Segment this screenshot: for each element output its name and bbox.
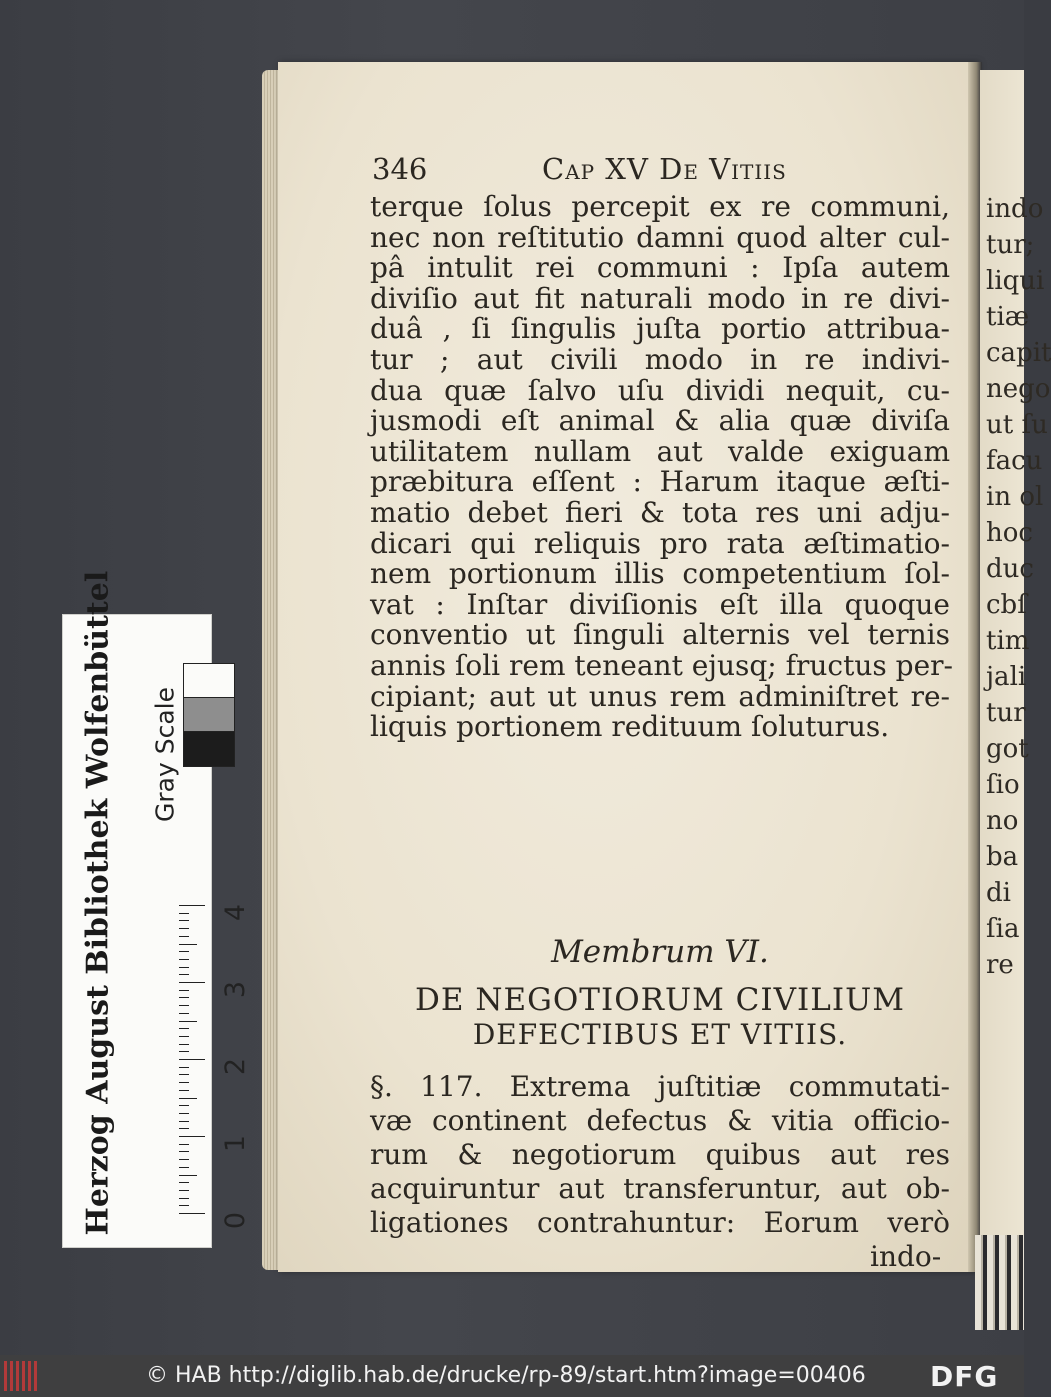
next-page-text-fragment: ba: [986, 842, 1019, 872]
next-page-text-fragment: re: [986, 950, 1014, 980]
ruler-tick: [179, 936, 189, 937]
text-line: diviſio aut fit naturali modo in re divi-: [370, 281, 950, 315]
paragraph-line: rum & negotiorum quibus aut res: [370, 1138, 950, 1171]
ruler-number: 0: [220, 1211, 252, 1230]
text-line: terque ſolus percepit ex re communi,: [370, 190, 950, 223]
ruler-tick: [179, 1151, 189, 1152]
next-page-text-fragment: liqui: [986, 266, 1045, 296]
ruler-tick: [179, 913, 189, 914]
text-line: cipiant; aut ut unus rem adminiſtret re-: [370, 679, 950, 713]
ruler-tick: [179, 1090, 189, 1091]
ruler-tick: [179, 982, 205, 983]
next-page-text-fragment: no: [986, 806, 1019, 836]
paragraph-line: acquiruntur aut transferuntur, aut ob-: [370, 1172, 950, 1205]
next-page-text-fragment: ſia: [986, 914, 1020, 944]
next-page-text-fragment: indo: [986, 194, 1044, 224]
text-line: vat : Inſtar diviſionis eſt illa quoque: [370, 587, 950, 621]
next-page-text-fragment: hoc: [986, 518, 1033, 548]
ruler-tick: [179, 959, 189, 960]
text-line: tur ; aut civili modo in re indivi-: [370, 343, 950, 376]
ruler-tick: [179, 1136, 205, 1137]
ruler-tick: [179, 1044, 189, 1045]
section-heading-line-1: DE NEGOTIORUM CIVILIUM: [415, 982, 905, 1018]
gray-scale-label: Gray Scale: [150, 687, 180, 822]
ruler-tick: [179, 944, 197, 945]
ruler-tick: [179, 1213, 205, 1214]
next-page-text-fragment: cbſ: [986, 590, 1027, 620]
copyright-link[interactable]: © HAB http://diglib.hab.de/drucke/rp-89/start.htm?image=00406: [146, 1363, 866, 1388]
next-page-text-fragment: duc: [986, 554, 1034, 584]
ruler-tick: [179, 1198, 189, 1199]
text-line: præbitura eſſent : Harum itaque æſti-: [370, 465, 950, 499]
next-page-text-fragment: in ol: [986, 482, 1044, 512]
ruler-tick: [179, 990, 189, 991]
paragraph-line: ligationes contrahuntur: Eorum verò: [370, 1206, 950, 1239]
ruler-tick: [179, 1190, 189, 1191]
text-line: nec non reſtitutio damni quod alter cul-: [370, 220, 950, 254]
ruler-tick: [179, 1098, 197, 1099]
ruler-ticks: [179, 905, 207, 1230]
ruler-tick: [179, 1121, 189, 1122]
swatch-white: [183, 663, 235, 699]
ruler-tick: [179, 928, 189, 929]
ruler-institution: [67, 570, 129, 1247]
ruler-number: 1: [220, 1134, 252, 1153]
ruler-tick: [179, 1074, 189, 1075]
text-line: liquis portionem redituum ſoluturus.: [370, 710, 890, 744]
ruler-tick: [179, 974, 189, 975]
ruler-tick: [179, 967, 189, 968]
ruler-tick: [179, 920, 189, 921]
ruler-tick: [179, 1013, 189, 1014]
page-text: [370, 190, 953, 1273]
next-page-text-fragment: got: [986, 734, 1029, 764]
next-page-text-fragment: nego: [986, 374, 1051, 404]
hab-logo-icon: [4, 1361, 40, 1391]
ruler-tick: [179, 951, 189, 952]
next-page-text-fragment: facu: [986, 446, 1043, 476]
paragraph-line: væ continent defectus & vitia officio-: [370, 1104, 950, 1137]
paragraph-line: §. 117. Extrema juſtitiæ commutati-: [370, 1070, 950, 1103]
section-heading-line-2: DEFECTIBUS ET VITIIS.: [472, 1018, 848, 1051]
dfg-logo: DFG: [930, 1360, 999, 1393]
ruler-number: 2: [220, 1057, 252, 1076]
ruler-tick: [179, 1205, 189, 1206]
page-edges-right: [975, 1235, 1024, 1330]
ruler-tick: [179, 1005, 189, 1006]
text-line: nem portionum illis competentium ſol-: [370, 557, 950, 591]
next-page-text-fragment: tur: [986, 698, 1026, 728]
ruler-tick: [179, 1051, 189, 1052]
ruler-tick: [179, 1028, 189, 1029]
institution-name: Herzog August Bibliothek Wolfenbüttel: [80, 570, 116, 1236]
ruler-number: 4: [220, 903, 252, 922]
next-page-text-fragment: jali: [986, 662, 1027, 692]
text-line: dicari qui reliquis pro rata æſtimatio-: [370, 526, 950, 560]
ruler-tick: [179, 905, 205, 906]
next-page-text-fragment: ut ſu: [986, 410, 1048, 440]
next-page-text-fragment: ſio: [986, 770, 1020, 800]
ruler-tick: [179, 1021, 197, 1022]
ruler-tick: [179, 1067, 189, 1068]
text-line: pâ intulit rei communi : Ipſa autem: [370, 251, 950, 285]
text-line: annis ſoli rem teneant ejusq; fructus per-: [370, 649, 953, 682]
ruler-tick: [179, 1113, 189, 1114]
swatch-gray: [183, 697, 235, 733]
ruler-tick: [179, 997, 189, 998]
ruler-tick: [179, 1144, 189, 1145]
running-title: Cap XV De Vitiis: [542, 152, 787, 186]
ruler-number: 3: [220, 980, 252, 999]
text-line: dua quæ ſalvo uſu dividi nequit, cu-: [370, 373, 950, 407]
ruler-tick: [179, 1036, 189, 1037]
next-page-text-fragment: tim: [986, 626, 1030, 656]
ruler-tick: [179, 1182, 189, 1183]
membrum-heading: Membrum VI.: [551, 934, 769, 970]
ruler-tick: [179, 1082, 189, 1083]
page-number: 346: [372, 152, 428, 186]
text-line: matio debet fieri & tota res uni adju-: [370, 496, 950, 529]
ruler-tick: [179, 1105, 189, 1106]
text-line: jusmodi eſt animal & alia quæ diviſa: [370, 404, 950, 438]
next-page-text-fragment: capit: [986, 338, 1051, 368]
next-page-text-fragment: tur;: [986, 230, 1035, 260]
ruler-tick: [179, 1175, 197, 1176]
ruler-tick: [179, 1128, 189, 1129]
next-page-text-fragment: tiæ: [986, 302, 1030, 332]
text-line: conventio ut ſinguli alternis vel ternis: [370, 618, 950, 652]
footer-bar: [0, 1355, 1024, 1397]
text-line: duâ , ſi ſingulis juſta portio attribua-: [370, 312, 950, 346]
catchword: indo-: [870, 1240, 942, 1273]
next-page-text-fragment: di: [986, 878, 1011, 908]
ruler-tick: [179, 1059, 205, 1060]
swatch-black: [183, 731, 235, 767]
ruler-tick: [179, 1159, 189, 1160]
gray-scale-ruler: [62, 570, 252, 1248]
text-line: utilitatem nullam aut valde exiguam: [370, 434, 950, 468]
ruler-tick: [179, 1167, 189, 1168]
next-page-fragment: [980, 70, 1051, 1320]
